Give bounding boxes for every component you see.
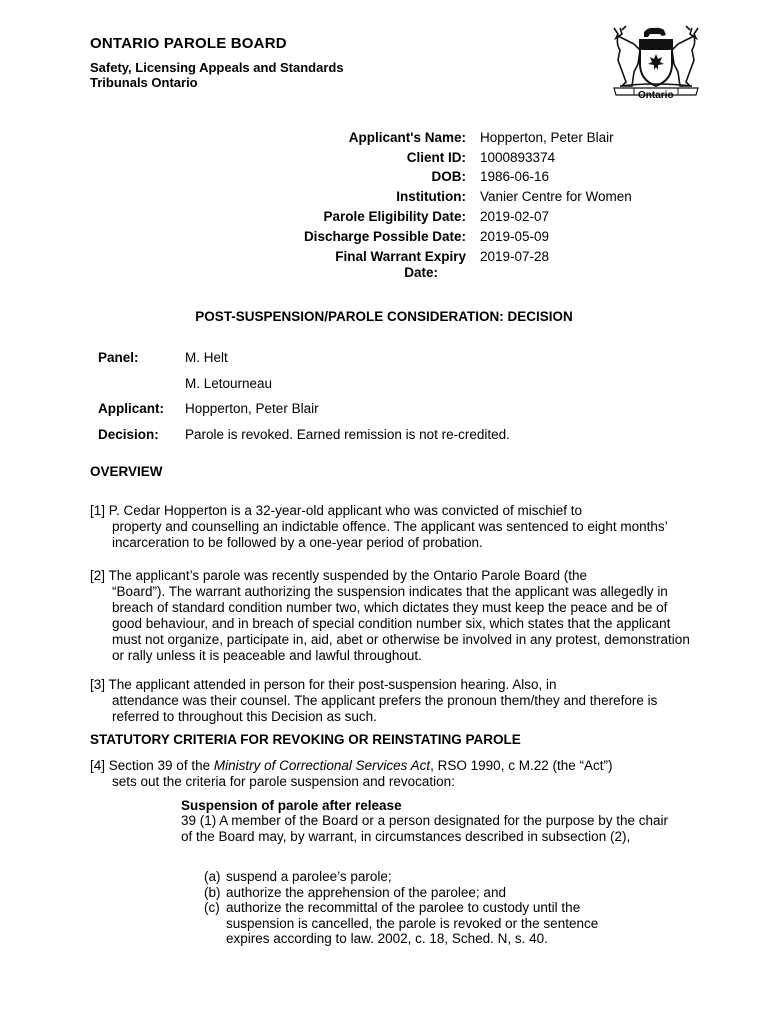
parole-eligibility-value: 2019-02-07	[480, 209, 550, 224]
statute-list-item-b-label: (b)	[204, 884, 221, 900]
applicant-name-label: Applicant's Name:	[348, 130, 466, 145]
dob-value: 1986-06-16	[480, 169, 550, 184]
statute-list-item-b	[204, 885, 644, 901]
institution-label: Institution:	[396, 189, 466, 204]
panel-member-2: M. Letourneau	[185, 376, 273, 391]
paragraph-1-rest: property and counselling an indictable offence. The applicant was sentenced to eight months’ incarceration to be followed by a one-year period of probation.	[112, 519, 668, 550]
panel-member-1: M. Helt	[185, 350, 228, 365]
client-id-value: 1000893374	[480, 150, 556, 165]
paragraph-2-first-line: [2] The applicant’s parole was recently suspended by the Ontario Parole Board (the	[90, 568, 588, 583]
statutory-criteria-heading: STATUTORY CRITERIA FOR REVOKING OR REINSTATING PAROLE	[90, 732, 521, 747]
statute-list-item-c	[204, 900, 644, 916]
ontario-logo-text: Ontario	[638, 90, 674, 101]
paragraph-3	[90, 677, 690, 725]
paragraph-2	[90, 568, 690, 664]
final-warrant-expiry-label	[266, 249, 466, 281]
applicant-value: Hopperton, Peter Blair	[185, 401, 319, 416]
paragraph-3-rest: attendance was their counsel. The applicant prefers the pronoun them/they and therefore is referred to throughout this Decision as such.	[112, 693, 658, 724]
organization-name: ONTARIO PAROLE BOARD	[90, 35, 287, 52]
client-id-label: Client ID:	[406, 150, 466, 165]
paragraph-4-first-line	[90, 758, 690, 774]
institution-value: Vanier Centre for Women	[480, 189, 632, 204]
final-warrant-expiry-label-line-2: Date:	[404, 265, 438, 280]
act-title: Ministry of Correctional Services Act	[213, 758, 431, 773]
paragraph-1	[90, 503, 690, 551]
paragraph-4-part-b: , RSO 1990, c M.22 (the “Act”)	[430, 758, 613, 773]
statute-list-item-a-text: suspend a parolee’s parole;	[226, 869, 392, 884]
final-warrant-expiry-label-line-1: Final Warrant Expiry	[335, 249, 466, 264]
statute-list-item-a	[204, 869, 644, 885]
paragraph-4-part-a: [4] Section 39 of the	[90, 758, 214, 773]
organization-subtitle-line-2: Tribunals Ontario	[90, 75, 198, 90]
discharge-possible-label: Discharge Possible Date:	[303, 229, 466, 244]
statute-list-item-c-rest: suspension is cancelled, the parole is revoked or the sentence expires according to law. 2002, c. 18, Sched. N, s. 40.	[226, 915, 599, 946]
ontario-coat-of-arms-icon	[604, 24, 708, 106]
parole-eligibility-label: Parole Eligibility Date:	[323, 209, 466, 224]
statute-list-item-c-label: (c)	[204, 900, 220, 915]
organization-subtitle	[90, 60, 344, 90]
paragraph-3-first-line: [3] The applicant attended in person for their post-suspension hearing. Also, in	[90, 677, 557, 692]
quote-heading: Suspension of parole after release	[181, 798, 402, 813]
statute-list-item-b-text: authorize the apprehension of the parolee; and	[226, 884, 506, 900]
paragraph-2-rest: “Board”). The warrant authorizing the suspension indicates that the applicant was allegedly in breach of standard condition number two, which dictates they must keep the peace and be of good behaviour, and in breach of special condition number six, which states that the applicant must not organize, participate in, aid, abet or otherwise be involved in any protest, demonstration or rally unless it is peaceable and lawful throughout.	[112, 584, 690, 663]
organization-subtitle-line-1: Safety, Licensing Appeals and Standards	[90, 60, 344, 75]
decision-label: Decision:	[98, 427, 159, 442]
statute-list	[204, 869, 644, 947]
decision-value: Parole is revoked. Earned remission is not re-credited.	[185, 427, 510, 442]
dob-label: DOB:	[431, 169, 466, 184]
statute-list-item-a-label: (a)	[204, 869, 221, 884]
final-warrant-expiry-value: 2019-07-28	[480, 249, 550, 264]
overview-heading: OVERVIEW	[90, 464, 163, 479]
quote-body: 39 (1) A member of the Board or a person designated for the purpose by the chair of the Board may, by warrant, in circumstances described in subsection (2),	[181, 813, 669, 844]
applicant-label: Applicant:	[98, 401, 164, 416]
statute-list-item-c-text: authorize the recommittal of the parolee to custody until the	[226, 900, 581, 915]
paragraph-4-rest: sets out the criteria for parole suspension and revocation:	[112, 774, 455, 789]
decision-title: POST-SUSPENSION/PAROLE CONSIDERATION: DECISION	[195, 309, 573, 324]
panel-label: Panel:	[98, 350, 139, 365]
discharge-possible-value: 2019-05-09	[480, 229, 550, 244]
paragraph-1-first-line: [1] P. Cedar Hopperton is a 32-year-old applicant who was convicted of mischief to	[90, 503, 583, 518]
applicant-name-value: Hopperton, Peter Blair	[480, 130, 614, 145]
paragraph-4	[90, 758, 690, 790]
